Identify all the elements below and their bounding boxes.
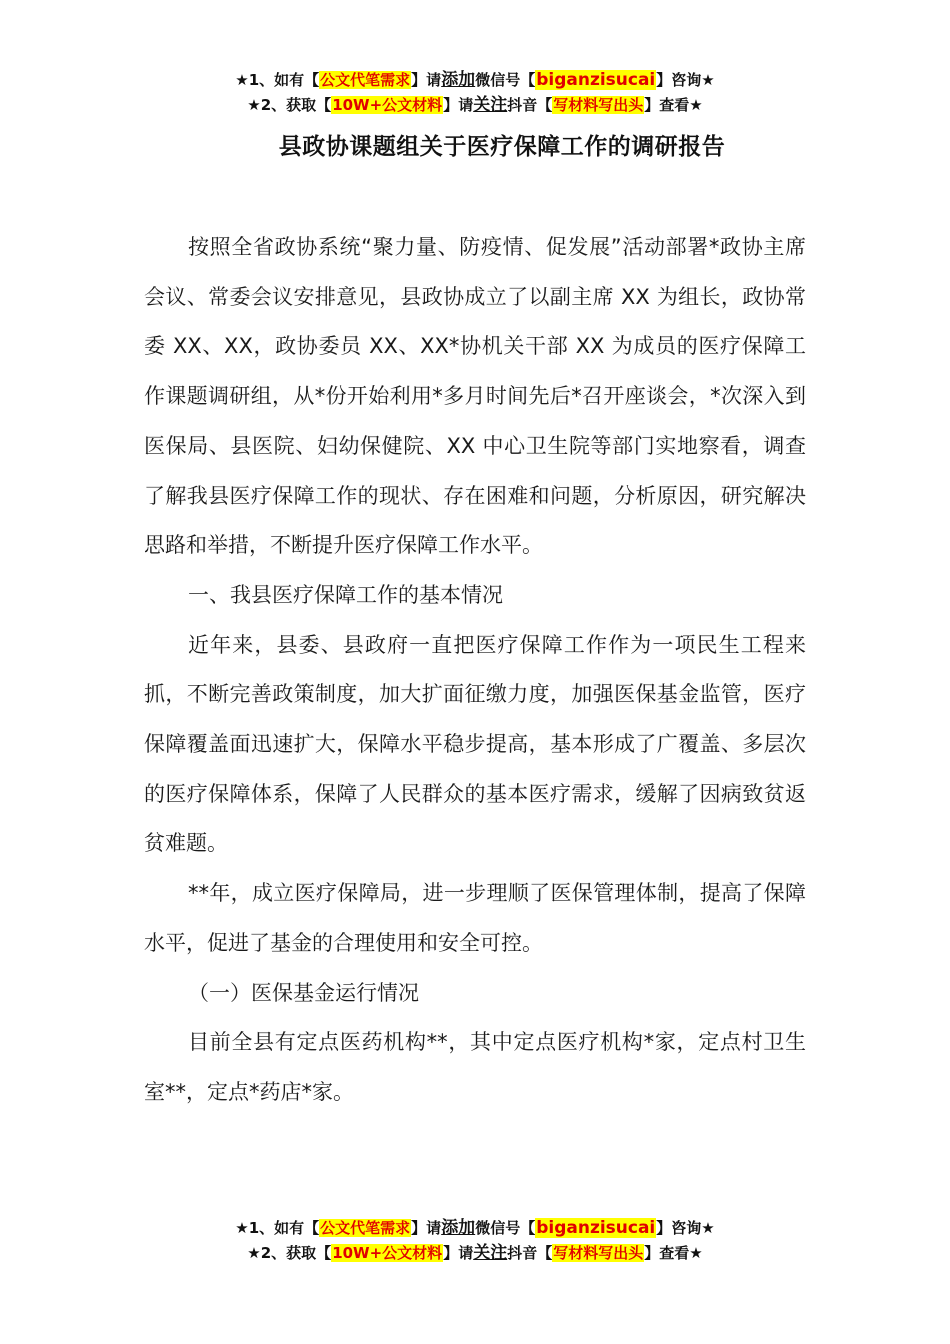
banner-line-1	[0, 1216, 950, 1241]
banner-text: 微信号【	[475, 1219, 536, 1237]
header-banner	[0, 68, 950, 118]
banner-emphasis: 关注	[473, 95, 508, 115]
banner-wechat-id: biganzisucai	[536, 1218, 656, 1238]
banner-text: 】请	[443, 1244, 474, 1262]
subsection-heading: （一）医保基金运行情况	[188, 980, 419, 1005]
banner-text: 】咨询★	[656, 71, 715, 89]
paragraph-intro: 按照全省政协系统“聚力量、防疫情、促发展”活动部署*政协主席会议、常委会议安排意见，县政协成立了以副主席 XX 为组长，政协常委 XX、XX，政协委员 XX、XX*协机关干部 XX 为成员的医疗保障工作课题调研组，从*份开始利用*多月时间先后*召开座谈会，*次深入到医保局、县医院、妇幼保健院、XX 中心卫生院等部门实地察看，调查了解我县医疗保障工作的现状、存在困难和问题，分析原因，研究解决思路和举措，不断提升医疗保障工作水平。	[144, 235, 806, 558]
paragraph: 近年来，县委、县政府一直把医疗保障工作作为一项民生工程来抓，不断完善政策制度，加大扩面征缴力度，加强医保基金监管，医疗保障覆盖面迅速扩大，保障水平稳步提高，基本形成了广覆盖、多层次的医疗保障体系，保障了人民群众的基本医疗需求，缓解了因病致贫返贫难题。	[144, 632, 806, 856]
banner-highlight: 公文代笔需求	[320, 1219, 411, 1237]
banner-text: 抖音【	[507, 96, 553, 114]
banner-wechat-id: biganzisucai	[536, 70, 656, 90]
banner-text: ★1、如有【	[235, 71, 320, 89]
banner-line-2	[0, 93, 950, 118]
banner-highlight: 10W+公文材料	[332, 96, 443, 114]
document-title: 县政协课题组关于医疗保障工作的调研报告	[278, 134, 726, 160]
banner-text: ★1、如有【	[235, 1219, 320, 1237]
banner-highlight: 写材料写出头	[553, 1244, 644, 1262]
banner-text: 】咨询★	[656, 1219, 715, 1237]
banner-highlight: 写材料写出头	[553, 96, 644, 114]
banner-text: 】请	[411, 1219, 442, 1237]
paragraph: **年，成立医疗保障局，进一步理顺了医保管理体制，提高了保障水平，促进了基金的合理使用和安全可控。	[144, 881, 806, 955]
banner-text: 】查看★	[644, 96, 703, 114]
banner-text: 】请	[443, 96, 474, 114]
footer-banner	[0, 1216, 950, 1266]
banner-text: 】请	[411, 71, 442, 89]
banner-text: ★2、获取【	[247, 1244, 332, 1262]
banner-emphasis: 关注	[473, 1243, 508, 1263]
paragraph: 目前全县有定点医药机构**，其中定点医疗机构*家，定点村卫生室**，定点*药店*家。	[144, 1030, 806, 1104]
banner-emphasis: 添加	[441, 1218, 476, 1238]
banner-text: 微信号【	[475, 71, 536, 89]
banner-line-2	[0, 1241, 950, 1266]
banner-text: ★2、获取【	[247, 96, 332, 114]
banner-highlight: 10W+公文材料	[332, 1244, 443, 1262]
section-heading-1: 一、我县医疗保障工作的基本情况	[188, 582, 503, 607]
banner-line-1	[0, 68, 950, 93]
banner-text: 】查看★	[644, 1244, 703, 1262]
banner-highlight: 公文代笔需求	[320, 71, 411, 89]
document-body	[144, 223, 806, 1118]
banner-emphasis: 添加	[441, 70, 476, 90]
banner-text: 抖音【	[507, 1244, 553, 1262]
